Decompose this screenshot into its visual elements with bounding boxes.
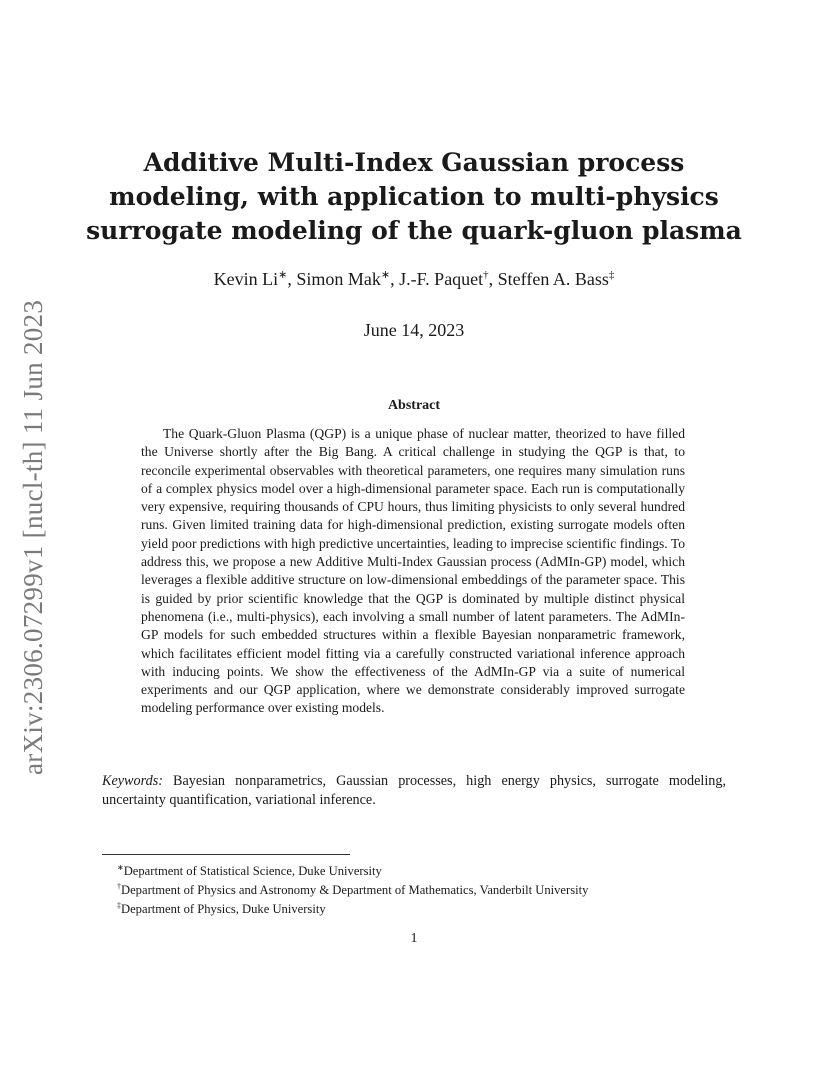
title-line-1: Additive Multi-Index Gaussian process [143, 148, 685, 177]
keywords-label: Keywords: [102, 773, 163, 789]
abstract-heading: Abstract [387, 398, 441, 413]
author-name: Kevin Li [213, 269, 279, 289]
footnote-text: Department of Physics and Astronomy & Department of Mathematics, Vanderbilt University [121, 883, 589, 898]
author-name: Simon Mak [296, 269, 381, 289]
author-affiliation-mark: ∗ [380, 269, 391, 281]
abstract-text: The Quark-Gluon Plasma (QGP) is a unique phase of nuclear matter, theorized to have filled the Universe shortly after the Big Bang. A critical challenge in studying the QGP is that, to reconcile experimental observables with theoretical parameters, one requires many simulation runs of a complex physics model over a high-dimensional parameter space. Each run is computationally very expensive, requiring thousands of CPU hours, thus limiting physicists to only several hundred runs. Given limited training data for high-dimensional prediction, existing surrogate models often yield poor predictions with high predictive uncertainties, leading to imprecise scientific findings. To address this, we propose a new Additive Multi-Index Gaussian process (AdMIn-GP) model, which leverages a flexible additive structure on low-dimensional embeddings of the parameter space. This is guided by prior scientific knowledge that the QGP is dominated by multiple distinct physical phenomena (i.e., multi-physics), each involving a small number of latent parameters. The AdMIn-GP models for such embedded structures within a flexible Bayesian nonparametric framework, which facilitates efficient model fitting via a carefully constructed variational inference approach with inducing points. We show the effectiveness of the AdMIn-GP via a suite of numerical experiments and our QGP application, where we demonstrate considerably improved surrogate modeling performance over existing models. [141, 426, 685, 716]
footnote [117, 879, 737, 898]
author-name: Steffen A. Bass [497, 269, 609, 289]
footnote-mark: ∗ [117, 863, 124, 872]
title-line-3: surrogate modeling of the quark-gluon plasma [86, 216, 742, 245]
footnotes [117, 860, 737, 918]
title-line-2: modeling, with application to multi-physics [109, 182, 719, 211]
author-affiliation-mark: ‡ [608, 269, 615, 281]
footnote-text: Department of Statistical Science, Duke University [123, 864, 382, 879]
footnote-divider [102, 854, 350, 855]
keywords-text: Bayesian nonparametrics, Gaussian processes, high energy physics, surrogate modeling, uncertainty quantification, variational inference. [102, 773, 727, 808]
arxiv-identifier: arXiv:2306.07299v1 [nucl-th] 11 Jun 2023 [18, 299, 48, 775]
author-affiliation-mark: † [483, 269, 489, 281]
footnote [117, 860, 737, 879]
author-affiliation-mark: ∗ [278, 269, 288, 281]
keywords [102, 772, 726, 810]
footnote-mark: † [117, 882, 121, 892]
page-number: 1 [410, 931, 418, 946]
footnote [117, 898, 737, 917]
author-list: Kevin Li∗, Simon Mak∗, J.-F. Paquet†, Steffen A. Bass‡ [213, 269, 615, 289]
footnote-text: Department of Physics, Duke University [121, 902, 326, 917]
author-name: J.-F. Paquet [399, 269, 484, 289]
paper-title [70, 146, 758, 248]
footnote-mark: ‡ [117, 901, 121, 911]
publication-date: June 14, 2023 [363, 320, 465, 340]
